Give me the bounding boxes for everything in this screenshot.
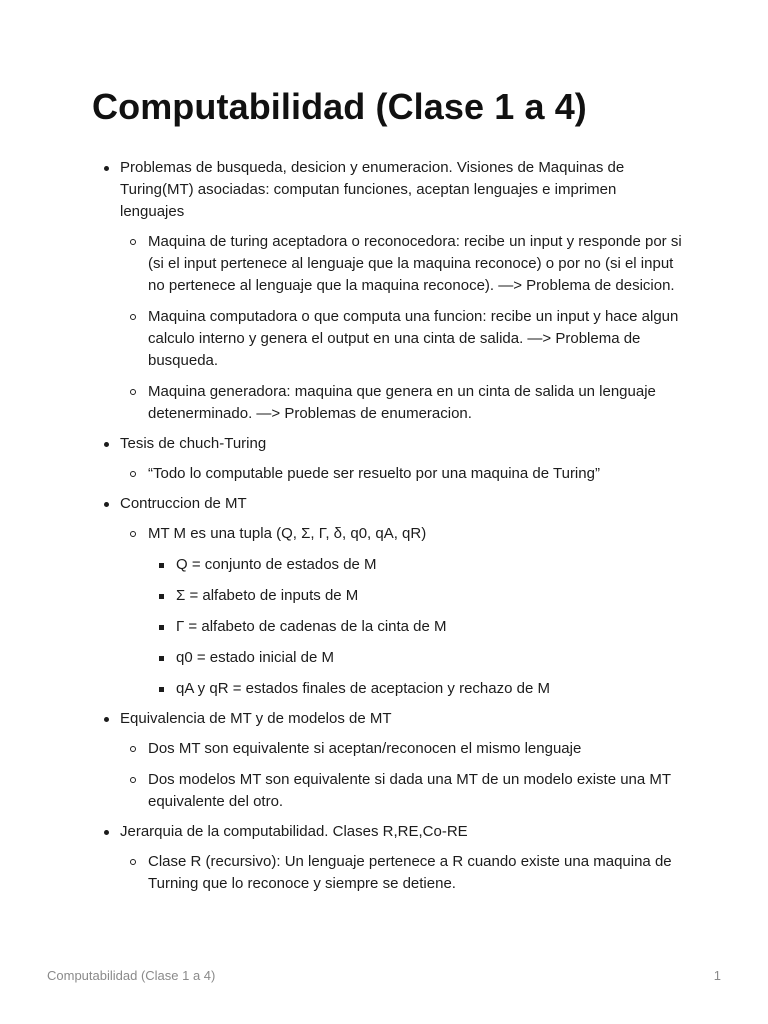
sub-list-item — [120, 463, 682, 485]
sub-list — [120, 523, 682, 700]
list-item-text: Tesis de chuch-Turing — [120, 435, 267, 452]
sub-list-item — [120, 306, 682, 372]
sub-list — [120, 463, 682, 485]
list-item — [92, 821, 682, 895]
footer-title: Computabilidad (Clase 1 a 4) — [47, 968, 216, 983]
nested-list-item — [148, 585, 682, 607]
nested-list-item — [148, 647, 682, 669]
nested-list-item-text: qA y qR = estados finales de aceptacion y rechazo de M — [176, 680, 550, 697]
sub-list-item-text: Clase R (recursivo): Un lenguaje pertenece a R cuando existe una maquina de Turning que lo reconoce y siempre se detiene. — [148, 853, 672, 892]
page-title: Computabilidad (Clase 1 a 4) — [92, 86, 587, 127]
list-item-text: Jerarquia de la computabilidad. Clases R,RE,Co-RE — [120, 823, 468, 840]
nested-list — [148, 554, 682, 700]
list-item-text: Equivalencia de MT y de modelos de MT — [120, 710, 392, 727]
list-item — [92, 433, 682, 485]
sub-list-item-text: MT M es una tupla (Q, Σ, Γ, δ, q0, qA, qR) — [148, 525, 427, 542]
list-item — [92, 708, 682, 813]
sub-list — [120, 851, 682, 895]
nested-list-item-text: Σ = alfabeto de inputs de M — [176, 587, 359, 604]
sub-list — [120, 738, 682, 813]
sub-list-item-text: “Todo lo computable puede ser resuelto por una maquina de Turing” — [148, 465, 600, 482]
list-item-text: Contruccion de MT — [120, 495, 247, 512]
sub-list-item-text: Maquina generadora: maquina que genera en un cinta de salida un lenguaje detenerminado. —> Problemas de enumeracion. — [148, 383, 656, 422]
sub-list — [120, 231, 682, 425]
sub-list-item — [120, 738, 682, 760]
sub-list-item — [120, 231, 682, 297]
sub-list-item-text: Maquina de turing aceptadora o reconocedora: recibe un input y responde por si (si el input pertenece al lenguaje que la maquina reconoce) o por no (si el input no pertenece al lenguaje que la maquina reconoce). —> Problema de desicion. — [148, 233, 682, 294]
nested-list-item — [148, 554, 682, 576]
nested-list-item — [148, 678, 682, 700]
document-body — [92, 157, 682, 895]
page-number: 1 — [713, 968, 721, 983]
sub-list-item — [120, 523, 682, 700]
list-item-text: Problemas de busqueda, desicion y enumeracion. Visiones de Maquinas de Turing(MT) asociadas: computan funciones, aceptan lenguajes e imprimen lenguajes — [120, 159, 625, 220]
nested-list-item — [148, 616, 682, 638]
bullet-list — [92, 157, 682, 895]
nested-list-item-text: Q = conjunto de estados de M — [176, 556, 377, 573]
sub-list-item-text: Dos MT son equivalente si aceptan/reconocen el mismo lenguaje — [148, 740, 582, 757]
sub-list-item — [120, 769, 682, 813]
sub-list-item-text: Dos modelos MT son equivalente si dada una MT de un modelo existe una MT equivalente del otro. — [148, 771, 671, 810]
sub-list-item-text: Maquina computadora o que computa una funcion: recibe un input y hace algun calculo interno y genera el output en una cinta de salida. —> Problema de busqueda. — [148, 308, 679, 369]
sub-list-item — [120, 851, 682, 895]
sub-list-item — [120, 381, 682, 425]
list-item — [92, 157, 682, 425]
list-item — [92, 493, 682, 700]
nested-list-item-text: Γ = alfabeto de cadenas de la cinta de M — [176, 618, 447, 635]
nested-list-item-text: q0 = estado inicial de M — [176, 649, 335, 666]
